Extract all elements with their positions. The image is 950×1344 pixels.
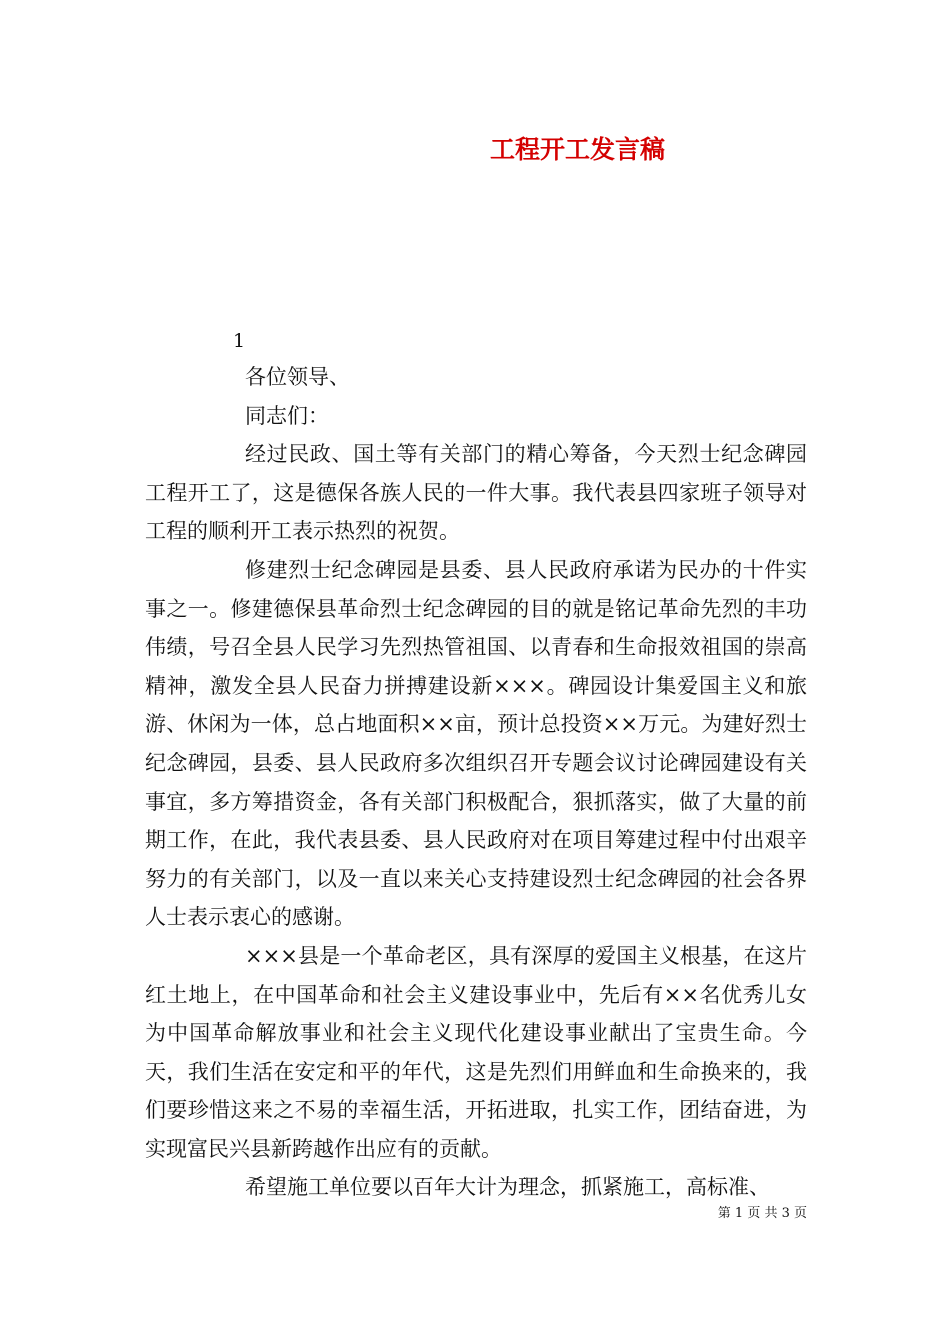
document-title: 工程开工发言稿	[490, 135, 666, 164]
paragraph-3: ×××县是一个革命老区，具有深厚的爱国主义根基，在这片红土地上，在中国革命和社会主义建设事业中，先后有××名优秀儿女为中国革命解放事业和社会主义现代化建设事业献出了宝贵生命。今天，我们生活在安定和平的年代，这是先烈们用鲜血和生命换来的，我们要珍惜这来之不易的幸福生活，开拓进取，扎实工作，团结奋进，为实现富民兴县新跨越作出应有的贡献。	[145, 943, 807, 1161]
paragraph-2: 修建烈士纪念碑园是县委、县人民政府承诺为民办的十件实事之一。修建德保县革命烈士纪念碑园的目的就是铭记革命先烈的丰功伟绩，号召全县人民学习先烈热管祖国、以青春和生命报效祖国的崇高精神，激发全县人民奋力拼搏建设新×××。碑园设计集爱国主义和旅游、休闲为一体，总占地面积××亩，预计总投资××万元。为建好烈士纪念碑园，县委、县人民政府多次组织召开专题会议讨论碑园建设有关事宜，多方筹措资金，各有关部门积极配合，狠抓落实，做了大量的前期工作，在此，我代表县委、县人民政府对在项目筹建过程中付出艰辛努力的有关部门，以及一直以来关心支持建设烈士纪念碑园的社会各界人士表示衷心的感谢。	[145, 557, 807, 930]
salutation-comrades: 同志们：	[245, 403, 329, 428]
page-footer: 第 1 页 共 3 页	[717, 1206, 807, 1221]
paragraph-4: 希望施工单位要以百年大计为理念，抓紧施工，高标准、	[245, 1175, 770, 1200]
salutation-leaders: 各位领导、	[245, 365, 350, 389]
page-marker: 1	[233, 330, 246, 352]
document-body	[145, 358, 807, 1207]
paragraph-1: 经过民政、国土等有关部门的精心筹备，今天烈士纪念碑园工程开工了，这是德保各族人民的一件大事。我代表县四家班子领导对工程的顺利开工表示热烈的祝贺。	[145, 442, 807, 544]
